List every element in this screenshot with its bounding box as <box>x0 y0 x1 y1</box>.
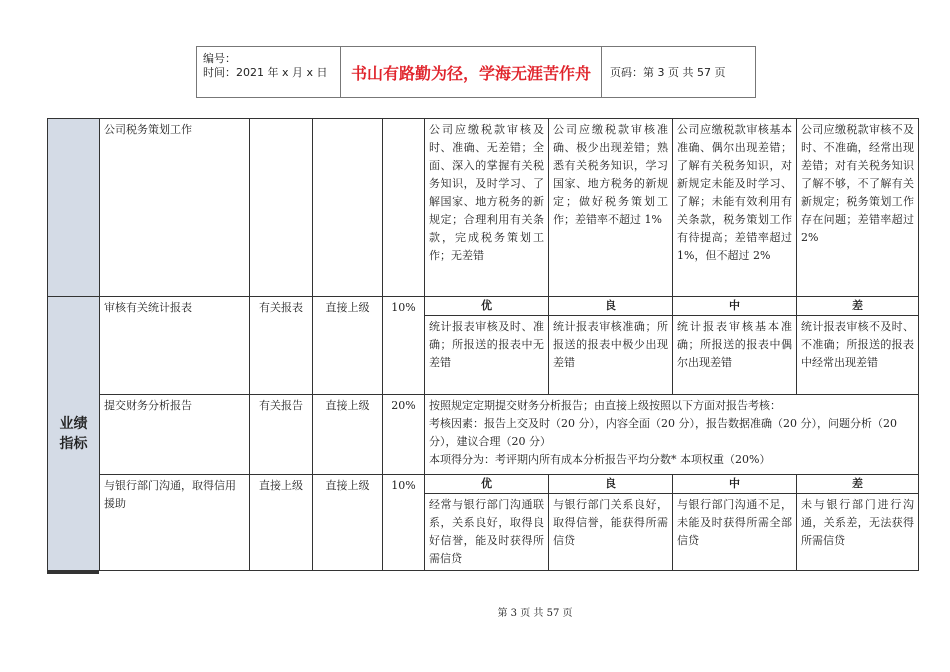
level-text: 与银行部门沟通不足，未能及时获得所需全部信贷 <box>677 498 792 547</box>
category-cell <box>48 297 100 571</box>
item-evaluator <box>313 119 383 297</box>
desc-line: 考核因素：报告上交及时（20 分），内容全面（20 分），报告数据准确（20 分），问题分析（20 分），建议合理（20 分） <box>429 417 897 448</box>
level-text: 未与银行部门进行沟通，关系差，无法获得所需信贷 <box>801 498 914 547</box>
item-evaluator: 直接上级 <box>313 475 383 571</box>
item-source: 有关报表 <box>250 297 313 395</box>
category-label: 业绩 指标 <box>59 415 88 452</box>
level-text: 统计报表审核基本准确；所报送的报表中偶尔出现差错 <box>677 320 792 369</box>
grade-header: 优 <box>425 475 548 494</box>
item-name: 公司税务策划工作 <box>100 119 250 297</box>
level-average <box>673 297 797 395</box>
grade-header: 差 <box>797 475 918 494</box>
level-text: 公司应缴税款审核不及时、不准确，经常出现差错；对有关税务知识了解不够，不了解有关新规定；税务策划工作存在问题；差错率超过 2% <box>801 123 914 244</box>
desc-line: 本项得分为：考评期内所有成本分析报告平均分数* 本项权重（20%） <box>429 453 771 466</box>
category-cell-top <box>48 119 100 297</box>
table-row <box>48 475 919 571</box>
level-text: 公司应缴税款审核及时、准确、无差错；全面、深入的掌握有关税务知识，及时学习、了解国家、地方税务的新规定；合理利用有关条款，完成税务策划工作；无差错 <box>429 123 544 262</box>
item-weight: 10% <box>383 475 425 571</box>
level-average <box>673 119 797 297</box>
level-excellent <box>425 119 549 297</box>
level-text: 经常与银行部门沟通联系，关系良好，取得良好信誉，能及时获得所需信贷 <box>429 498 544 565</box>
time-label: 时间：2021 年 x 月 x 日 <box>203 66 328 79</box>
level-good <box>549 119 673 297</box>
item-weight <box>383 119 425 297</box>
level-text: 公司应缴税款审核基本准确、偶尔出现差错；了解有关税务知识，对新规定未能及时学习、了解；未能有效利用有关条款，税务策划工作有待提高；差错率超过 1%，但不超过 2% <box>677 123 792 262</box>
item-source <box>250 119 313 297</box>
item-description <box>425 395 919 475</box>
item-evaluator: 直接上级 <box>313 297 383 395</box>
item-name: 审核有关统计报表 <box>100 297 250 395</box>
page-code: 页码：第 3 页 共 57 页 <box>610 66 726 79</box>
level-excellent <box>425 475 549 571</box>
level-average <box>673 475 797 571</box>
item-evaluator: 直接上级 <box>313 395 383 475</box>
item-weight: 20% <box>383 395 425 475</box>
header-meta <box>197 47 341 97</box>
grade-header: 良 <box>549 297 672 316</box>
performance-table <box>47 118 919 571</box>
grade-header: 优 <box>425 297 548 316</box>
item-name: 提交财务分析报告 <box>100 395 250 475</box>
table-row <box>48 119 919 297</box>
table-row <box>48 297 919 395</box>
number-label: 编号： <box>203 52 236 65</box>
page-header <box>196 46 756 98</box>
level-poor <box>797 297 919 395</box>
level-text: 统计报表审核及时、准确；所报送的报表中无差错 <box>429 320 544 369</box>
slogan: 书山有路勤为径，学海无涯苦作舟 <box>341 47 602 97</box>
level-text: 公司应缴税款审核准确、极少出现差错；熟悉有关税务知识，学习国家、地方税务的新规定；做好税务策划工作；差错率不超过 1% <box>553 123 668 226</box>
level-good <box>549 297 673 395</box>
item-source: 直接上级 <box>250 475 313 571</box>
item-name: 与银行部门沟通，取得信用援助 <box>100 475 250 571</box>
grade-header: 良 <box>549 475 672 494</box>
level-text: 与银行部门关系良好，取得信誉，能获得所需信贷 <box>553 498 668 547</box>
grade-header: 中 <box>673 475 796 494</box>
item-source: 有关报告 <box>250 395 313 475</box>
level-text: 统计报表审核准确；所报送的报表中极少出现差错 <box>553 320 668 369</box>
level-text: 统计报表审核不及时、不准确；所报送的报表中经常出现差错 <box>801 320 914 369</box>
page-footer: 第 3 页 共 57 页 <box>497 608 573 619</box>
item-weight: 10% <box>383 297 425 395</box>
grade-header: 中 <box>673 297 796 316</box>
level-good <box>549 475 673 571</box>
level-poor <box>797 119 919 297</box>
grade-header: 差 <box>797 297 918 316</box>
table-row <box>48 395 919 475</box>
level-poor <box>797 475 919 571</box>
table-bottom-rule <box>47 571 99 574</box>
desc-line: 按照规定定期提交财务分析报告；由直接上级按照以下方面对报告考核： <box>429 399 781 412</box>
level-excellent <box>425 297 549 395</box>
